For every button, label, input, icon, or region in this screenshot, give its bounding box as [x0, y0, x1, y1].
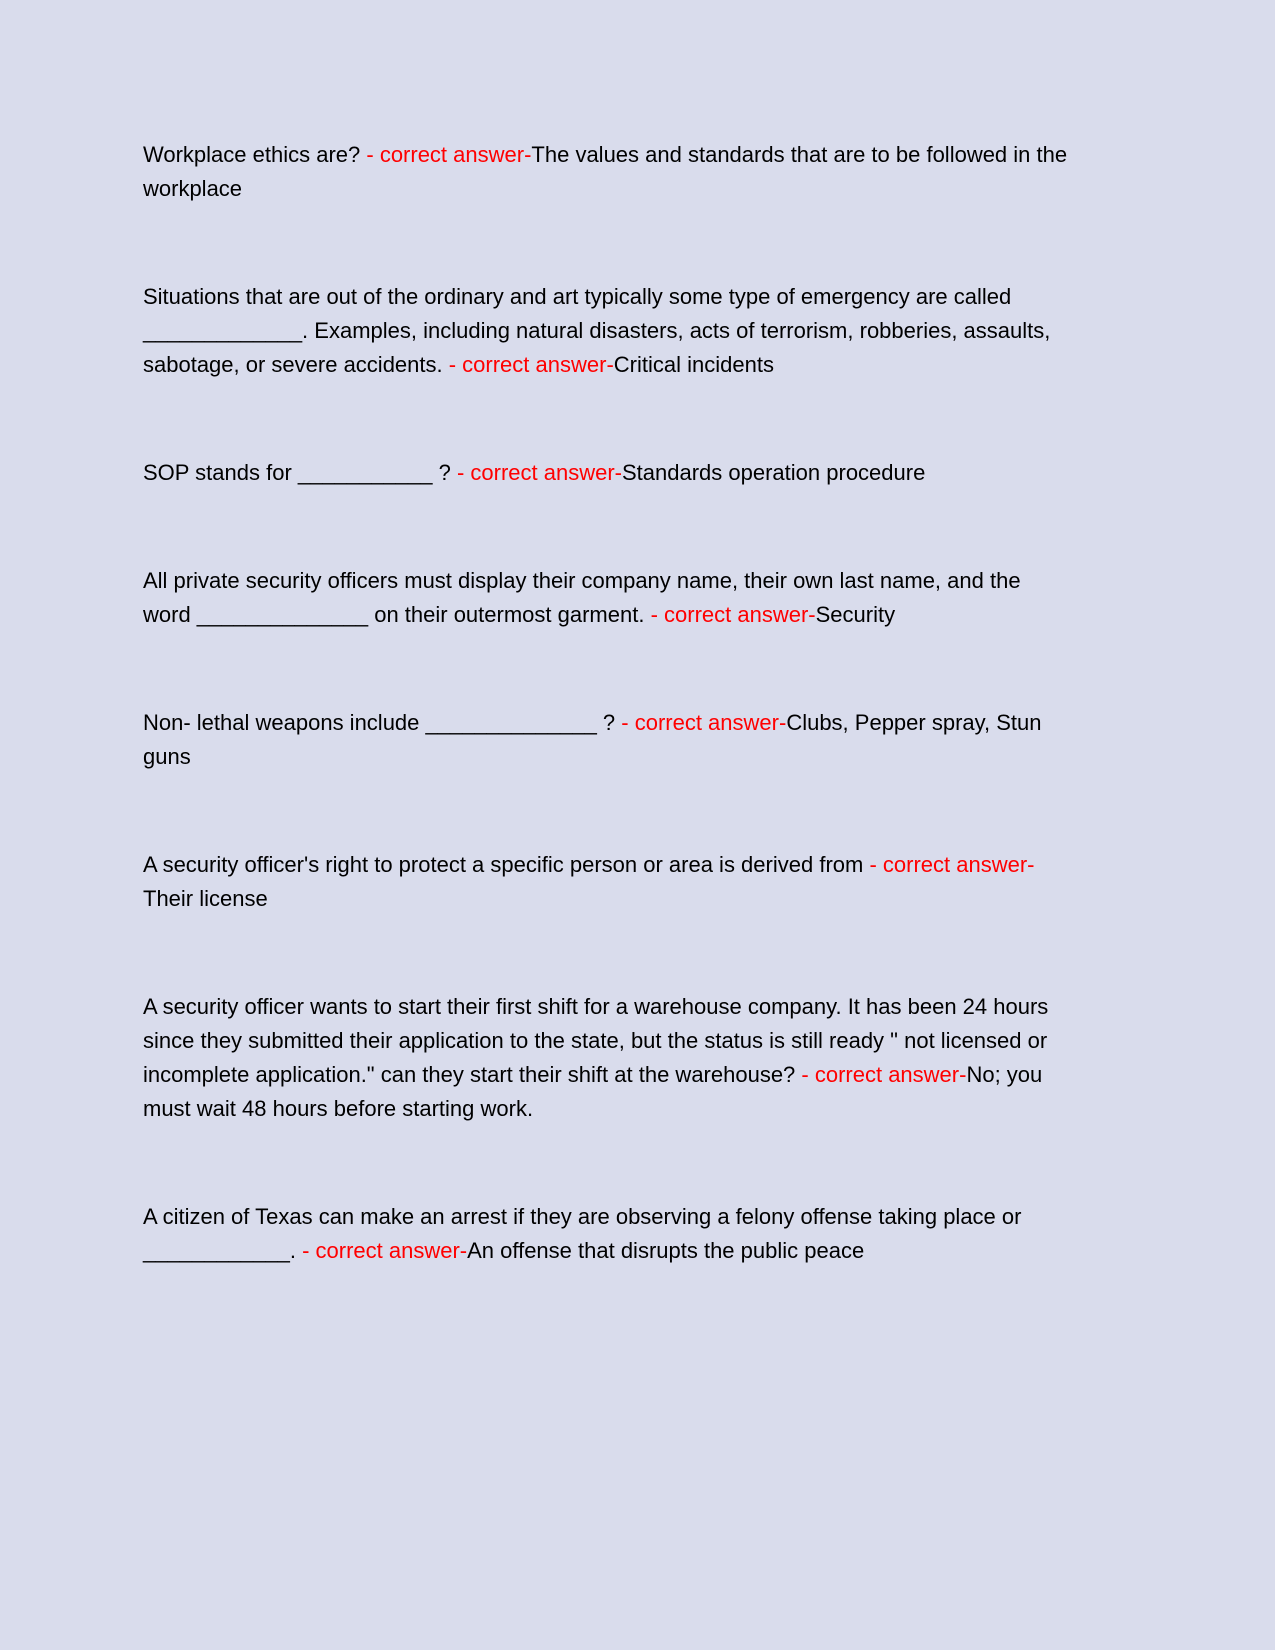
correct-answer-marker: - correct answer- [869, 852, 1035, 877]
correct-answer-marker: - correct answer- [366, 142, 532, 167]
correct-answer-marker: - correct answer- [650, 602, 816, 627]
correct-answer-marker: - correct answer- [448, 352, 614, 377]
qa-paragraph [143, 564, 1073, 632]
answer-text: Standards operation procedure [622, 460, 926, 485]
qa-paragraph [143, 138, 1073, 206]
question-text: Workplace ethics are? [143, 142, 367, 167]
qa-paragraph [143, 706, 1073, 774]
question-text: Non- lethal weapons include ______________ ? [143, 710, 622, 735]
question-text: A security officer's right to protect a specific person or area is derived from [143, 852, 870, 877]
qa-content [143, 138, 1073, 1268]
correct-answer-marker: - correct answer- [456, 460, 622, 485]
answer-text: No; you must wait 48 hours before starting work. [143, 1062, 1043, 1121]
qa-paragraph [143, 990, 1073, 1126]
answer-text: Clubs, Pepper spray, Stun guns [143, 710, 1042, 769]
question-text: All private security officers must display their company name, their own last name, and the word ______________ on their outermost garment. [143, 568, 1021, 627]
correct-answer-marker: - correct answer- [302, 1238, 468, 1263]
qa-paragraph [143, 848, 1073, 916]
qa-paragraph [143, 456, 1073, 490]
qa-paragraph [143, 1200, 1073, 1268]
question-text: A security officer wants to start their first shift for a warehouse company. It has been 24 hours since they submitted their application to the state, but the status is still ready " not licensed or incomplete application." can they start their shift at the warehouse? [143, 994, 1049, 1087]
question-text: A citizen of Texas can make an arrest if they are observing a felony offense taking place or ____________. [143, 1204, 1022, 1263]
correct-answer-marker: - correct answer- [621, 710, 787, 735]
question-text: SOP stands for ___________ ? [143, 460, 457, 485]
qa-paragraph [143, 280, 1073, 382]
answer-text: Security [815, 602, 896, 627]
correct-answer-marker: - correct answer- [801, 1062, 967, 1087]
answer-text: Critical incidents [613, 352, 774, 377]
answer-text: An offense that disrupts the public peace [467, 1238, 865, 1263]
answer-text: The values and standards that are to be followed in the workplace [143, 142, 1068, 201]
question-text: Situations that are out of the ordinary and art typically some type of emergency are called _____________. Examples, including natural disasters, acts of terrorism, robberies, assaults, sabotage, or severe accidents. [143, 284, 1051, 377]
answer-text: Their license [143, 886, 268, 911]
